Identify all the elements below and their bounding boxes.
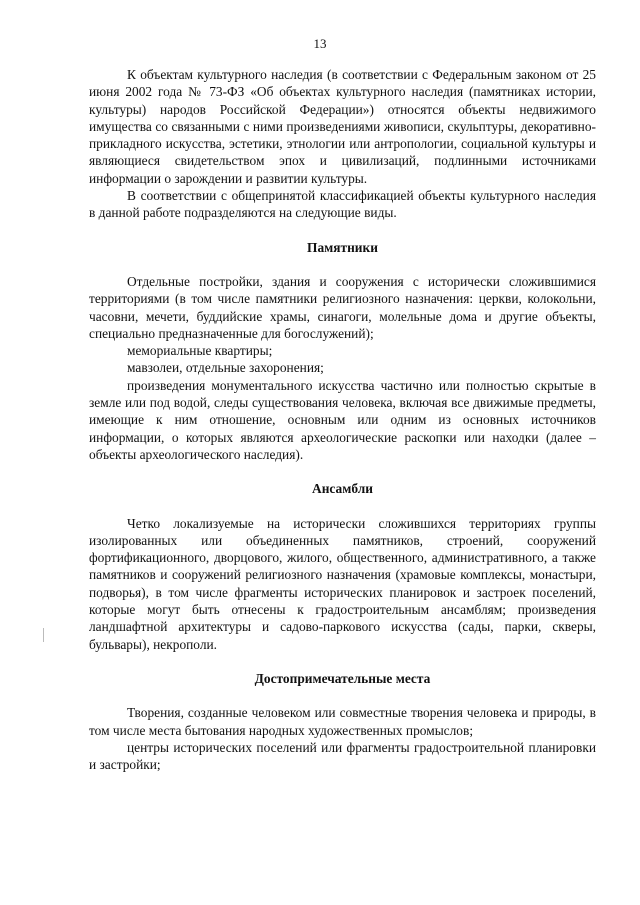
section-heading-monuments: Памятники xyxy=(307,239,378,255)
monuments-paragraph: произведения монументального искусства частично или полностью скрытые в земле или под водой, следы существования человека, включая все движимые предметы, имеющие к ним отношение, основным или одним из основных источников информации, о которых являются археологические раскопки или находки (далее – объекты археологического наследия). xyxy=(89,377,596,462)
intro-paragraph: К объектам культурного наследия (в соответствии с Федеральным законом от 25 июня 2002 года № 73-ФЗ «Об объектах культурного наследия (памятниках истории, культуры) народов Российской Федерации») относятся объекты недвижимого имущества со связанными с ними произведениями живописи, скульптуры, декоративно-прикладного искусства, эстетики, этнологии или антропологии, социальной культуры и являющиеся свидетельством эпох и цивилизаций, подлинными источниками информации о зарождении и развитии культуры. xyxy=(89,67,596,186)
scan-mark xyxy=(43,628,44,642)
document-body xyxy=(89,66,596,773)
landmarks-paragraph: центры исторических поселений или фрагменты градостроительной планировки и застройки; xyxy=(89,739,596,773)
landmarks-paragraph: Творения, созданные человеком или совместные творения человека и природы, в том числе места бытования народных художественных промыслов; xyxy=(89,705,596,738)
monuments-paragraph: Отдельные постройки, здания и сооружения с исторически сложившимися территориями (в том числе памятники религиозного назначения: церкви, колокольни, часовни, мечети, буддийские храмы, синагоги, молельные дома и другие объекты, специально предназначенные для богослужений); xyxy=(89,273,596,341)
monuments-paragraph: мемориальные квартиры; xyxy=(127,343,273,359)
intro-paragraph: В соответствии с общепринятой классификацией объекты культурного наследия в данной работе подразделяются на следующие виды. xyxy=(89,188,596,221)
section-heading-ensembles: Ансамбли xyxy=(312,481,373,497)
ensembles-paragraph: Четко локализуемые на исторически сложившихся территориях группы изолированных или объединенных памятников, строений, сооружений фортификационного, дворцового, жилого, общественного, административного, а также памятников и сооружений религиозного назначения (храмовые комплексы, монастыри, подворья), в том числе фрагменты исторических планировок и застроек поселений, которые могут быть отнесены к градостроительным ансамблям; произведения ландшафтной архитектуры и садово-паркового искусства (сады, парки, скверы, бульвары), некрополи. xyxy=(89,515,596,652)
monuments-paragraph: мавзолеи, отдельные захоронения; xyxy=(127,360,324,376)
section-heading-landmarks: Достопримечательные места xyxy=(254,670,431,686)
page-number: 13 xyxy=(313,36,327,51)
